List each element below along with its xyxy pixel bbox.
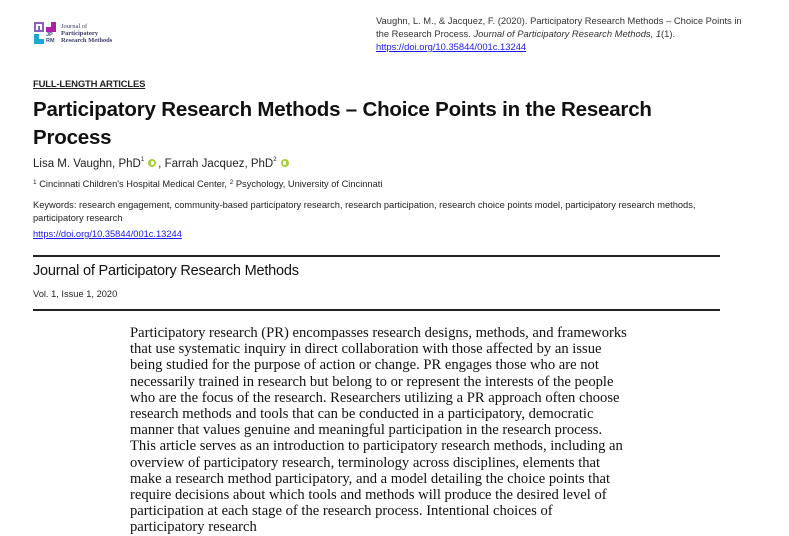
citation-text: Vaughn, L. M., & Jacquez, F. (2020). Participatory Research Methods – Choice Points in the Research Process. [376,15,742,39]
article-doi-link[interactable]: https://doi.org/10.35844/001c.13244 [33,229,182,239]
abstract-text: Participatory research (PR) encompasses research designs, methods, and frameworks that use systematic inquiry in direct collaboration with those affected by an issue being studied for the purpose of action or change. PR engages those who are not necessarily trained in research but belong to or represent the interests of the people who are the focus of the research. Researchers utilizing a PR approach often choose research methods and tools that can be conducted in a participatory, democratic manner that values genuine and meaningful participation in the research process. This article serves as an introduction to participatory research methods, including an overview of participatory research, terminology across disciplines, elements that make a research method participatory, and a model detailing the choice points that require decisions about which tools and methods will produce the desired level of participation at each stage of the research process. Intentional choices of participatory research [130,325,627,536]
journal-name: Journal of Participatory Research Methods [33,263,299,279]
orcid-icon[interactable] [281,159,289,167]
affiliation: Psychology, University of Cincinnati [235,179,383,189]
affiliation: Cincinnati Children's Hospital Medical Center, [39,179,228,189]
orcid-icon[interactable] [148,159,156,167]
citation-issue: (1). [661,28,676,39]
journal-logo [33,19,133,47]
logo-text: Journal of Participatory Research Methods [61,22,113,44]
keywords: Keywords: research engagement, community-based participatory research, research participation, research choice points model, participatory research methods, participatory research [33,200,696,223]
divider [33,309,720,311]
citation-block [376,14,756,53]
citation-doi-link[interactable]: https://doi.org/10.35844/001c.13244 [376,41,527,52]
divider [33,255,720,257]
author-name: Lisa M. Vaughn, PhD [33,158,141,170]
author-list: Lisa M. Vaughn, PhD$^1$ , Farrah Jacquez, PhD$^2$ [33,157,291,170]
article-title: Participatory Research Methods – Choice Points in the Research Process [33,98,652,149]
affiliations: $^1$ Cincinnati Children's Hospital Medical Center, $^2$ Psychology, University of Cincinnati [33,179,383,189]
author-name: Farrah Jacquez, PhD [164,158,274,170]
section-label[interactable]: FULL-LENGTH ARTICLES [33,79,146,90]
logo-mark-icon: JP RM [33,21,57,45]
citation-journal: Journal of Participatory Research Methods, 1 [473,28,662,39]
abstract [130,325,630,536]
volume-issue: Vol. 1, Issue 1, 2020 [33,289,118,299]
